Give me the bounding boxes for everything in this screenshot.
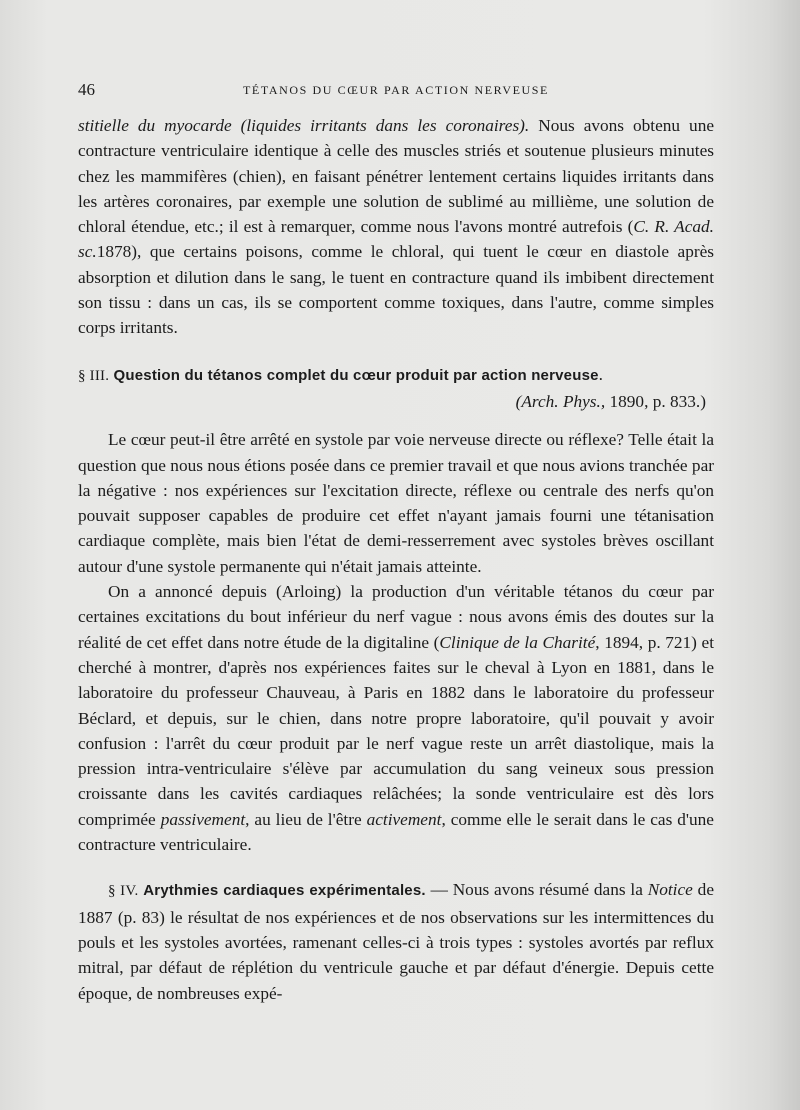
section-iii-reference: (Arch. Phys., 1890, p. 833.) — [515, 391, 706, 411]
citation-cr: C. R. Acad. sc. — [78, 217, 714, 262]
page-body — [78, 113, 714, 1006]
paragraph-continued: stitielle du myocarde (liquides irritants dans les coronaires). Nous avons obtenu une contracture ventriculaire identique à celle des muscles striés et soutenue plusieurs minutes chez les mammifères (chien), en faisant pénétrer lentement certains liquides irritants dans les artères coronaires, par exemple une solution de sublimé au millième, une solution de chloral étendue, etc.; il est à remarquer, comme nous l'avons montré autrefois (C. R. Acad. sc.1878), que certains poisons, comme le chloral, qui tuent le cœur en diastole après absorption et dilution dans le sang, le tuent en contracture quand ils imbibent directement son tissu : dans un cas, ils se comportent comme toxiques, dans l'autre, comme simples corps irritants. — [78, 116, 715, 338]
section-iii-heading: § III. Question du tétanos complet du cœur produit par action nerveuse. — [78, 364, 603, 384]
italic-lead: stitielle du myocarde (liquides irritants dans les coronaires). — [78, 116, 530, 135]
running-title: TÉTANOS DU CŒUR PAR ACTION NERVEUSE — [243, 83, 549, 97]
page-header — [78, 80, 714, 104]
section-iv-paragraph: § IV. Arythmies cardiaques expérimentales. — Nous avons résumé dans la Notice de 1887 (p. 83) le résultat de nos expériences et de nos observations sur les intermittences du pouls et les systoles avortées, ramenant celles-ci à trois types : systoles avortés par reflux mitral, par défaut de réplétion du ventricule gauche et par défaut d'énergie. Depuis cette époque, de nombreuses expé- — [78, 880, 714, 1003]
section-title: Arythmies cardiaques expérimentales. — [143, 882, 426, 900]
citation-charite: Clinique de la Charité — [439, 632, 596, 652]
section-mark: § IV. — [108, 883, 139, 900]
paragraph: Le cœur peut-il être arrêté en systole par voie nerveuse directe ou réflexe? Telle était la question que nous nous étions posée dans ce premier travail et que nous avions tranchée par la négative : nos expériences sur l'excitation directe, réflexe ou centrale des nerfs qu'on pouvait supposer capables de produire cet effet n'ayant jamais fourni une tétanisation cardiaque complète, mais bien l'état de demi-resserrement avec systoles brèves oscillant autour d'une systole permanente qui n'était jamais atteinte. — [78, 430, 714, 576]
paragraph: On a annoncé depuis (Arloing) la production d'un véritable tétanos du cœur par certaines excitations du bout inférieur du nerf vague : nous avons émis des doutes sur la réalité de cet effet dans notre étude de la digitaline (Clinique de la Charité, 1894, p. 721) et cherché à montrer, d'après nos expériences faites sur le cheval à Lyon en 1881, dans le laboratoire du professeur Chauveau, à Paris en 1882 dans le laboratoire du professeur Béclard, et depuis, sur le chien, dans notre propre laboratoire, qu'il pouvait y avoir confusion : l'arrêt du cœur produit par le nerf vague reste un arrêt diastolique, mais la pression intra-ventriculaire s'élève par accumulation du sang veineux sous pression croissante dans les cavités cardiaques relâchées; la sonde ventriculaire est dès lors comprimée passivement, au lieu de l'être activement, comme elle le serait dans le cas d'une contracture ventriculaire. — [78, 582, 714, 855]
page-number: 46 — [78, 80, 95, 99]
section-title: Question du tétanos complet du cœur produit par action nerveuse — [113, 366, 599, 384]
section-mark: § III. — [78, 367, 110, 384]
